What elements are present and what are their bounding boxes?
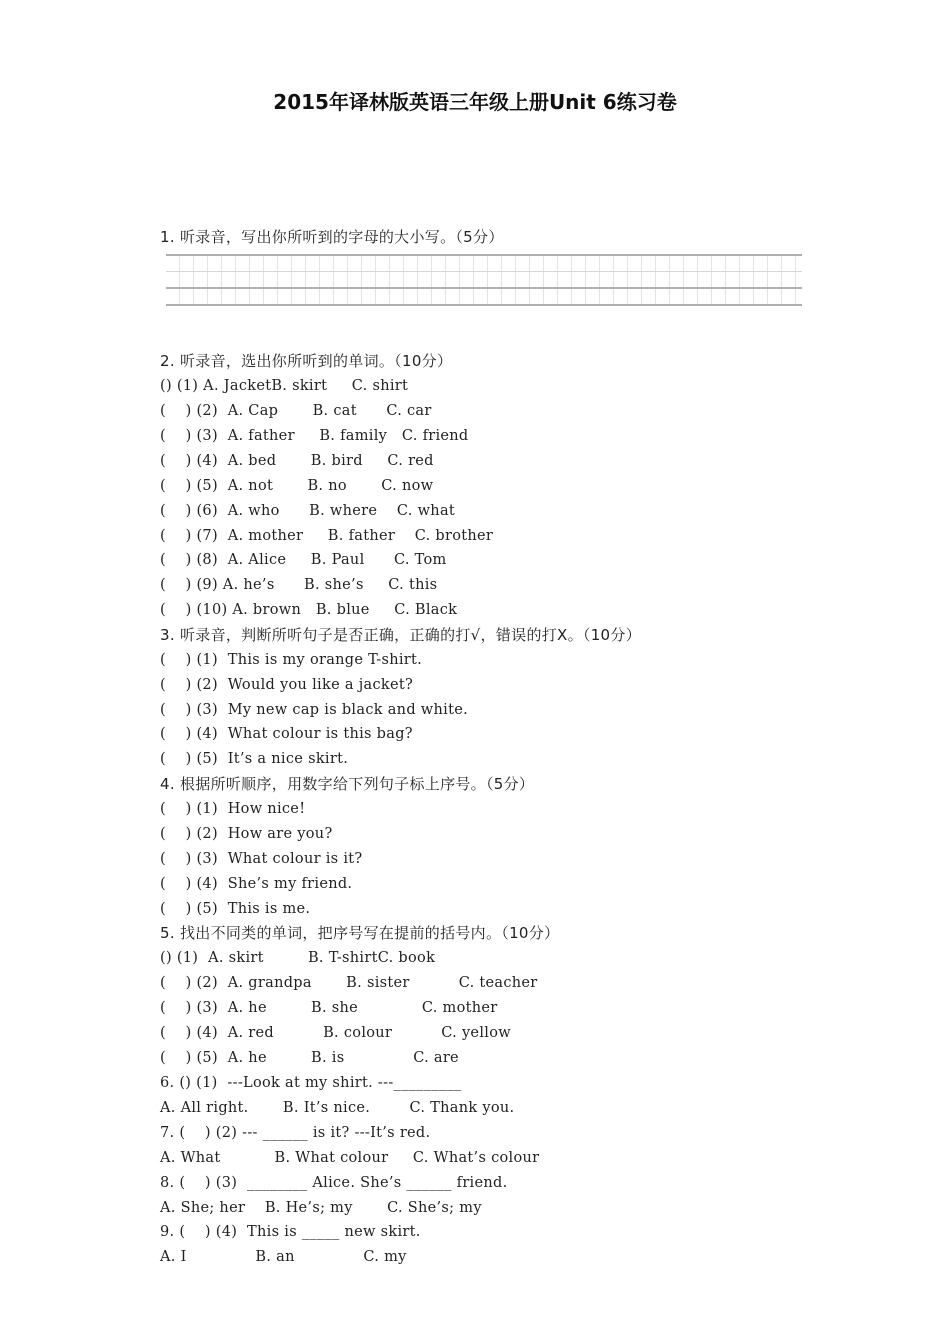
q5-header: 5. 找出不同类的单词，把序号写在提前的括号内。（10分） [160,924,560,942]
q4-item: ( ) (1) How nice! [160,801,306,817]
q2-item: ( ) (10) A. brown B. blue C. Black [160,602,458,618]
q9-question: 9. ( ) (4) This is _____ new skirt. [160,1224,421,1240]
q4-item: ( ) (5) This is me. [160,901,311,917]
q2-item: ( ) (6) A. who B. where C. what [160,503,456,519]
q6-question: 6. () (1) ---Look at my shirt. ---_________ [160,1075,462,1091]
q2-item: () (1) A. JacketB. skirt C. shirt [160,378,409,394]
q3-item: ( ) (5) It’s a nice skirt. [160,751,349,767]
q3-item: ( ) (4) What colour is this bag? [160,726,413,742]
q1-header: 1. 听录音，写出你所听到的字母的大小写。（5分） [160,228,504,246]
q4-item: ( ) (3) What colour is it? [160,851,363,867]
grid-rule [166,271,802,272]
q4-header: 4. 根据所听顺序，用数字给下列句子标上序号。（5分） [160,775,535,793]
q5-item: () (1) A. skirt B. T-shirtC. book [160,950,436,966]
q8-question: 8. ( ) (3) ________ Alice. She’s ______ friend. [160,1175,508,1191]
q6-options: A. All right. B. It’s nice. C. Thank you. [160,1100,515,1116]
q2-item: ( ) (8) A. Alice B. Paul C. Tom [160,552,447,568]
q8-options: A. She; her B. He’s; my C. She’s; my [160,1200,482,1216]
q5-item: ( ) (2) A. grandpa B. sister C. teacher [160,975,538,991]
q5-item: ( ) (3) A. he B. she C. mother [160,1000,498,1016]
q2-header: 2. 听录音，选出你所听到的单词。（10分） [160,352,453,370]
q3-item: ( ) (2) Would you like a jacket? [160,677,414,693]
q3-item: ( ) (1) This is my orange T-shirt. [160,652,423,668]
q2-item: ( ) (5) A. not B. no C. now [160,478,434,494]
q5-item: ( ) (5) A. he B. is C. are [160,1050,459,1066]
q3-item: ( ) (3) My new cap is black and white. [160,702,469,718]
q2-item: ( ) (2) A. Cap B. cat C. car [160,403,432,419]
q7-question: 7. ( ) (2) --- ______ is it? ---It’s red. [160,1125,431,1141]
grid-rule [166,254,802,256]
q5-item: ( ) (4) A. red B. colour C. yellow [160,1025,511,1041]
q2-item: ( ) (3) A. father B. family C. friend [160,428,469,444]
q4-item: ( ) (4) She’s my friend. [160,876,353,892]
page-title: 2015年译林版英语三年级上册Unit 6练习卷 [273,90,677,114]
q9-options: A. I B. an C. my [160,1249,407,1265]
q2-item: ( ) (4) A. bed B. bird C. red [160,453,434,469]
q3-header: 3. 听录音，判断所听句子是否正确，正确的打√，错误的打X。（10分） [160,626,642,644]
grid-rule [166,304,802,306]
grid-rule [166,287,802,289]
grid-columns [166,254,802,306]
handwriting-grid[interactable] [166,254,802,306]
q2-item: ( ) (7) A. mother B. father C. brother [160,528,494,544]
q4-item: ( ) (2) How are you? [160,826,333,842]
q7-options: A. What B. What colour C. What’s colour [160,1150,540,1166]
q2-item: ( ) (9) A. he’s B. she’s C. this [160,577,438,593]
